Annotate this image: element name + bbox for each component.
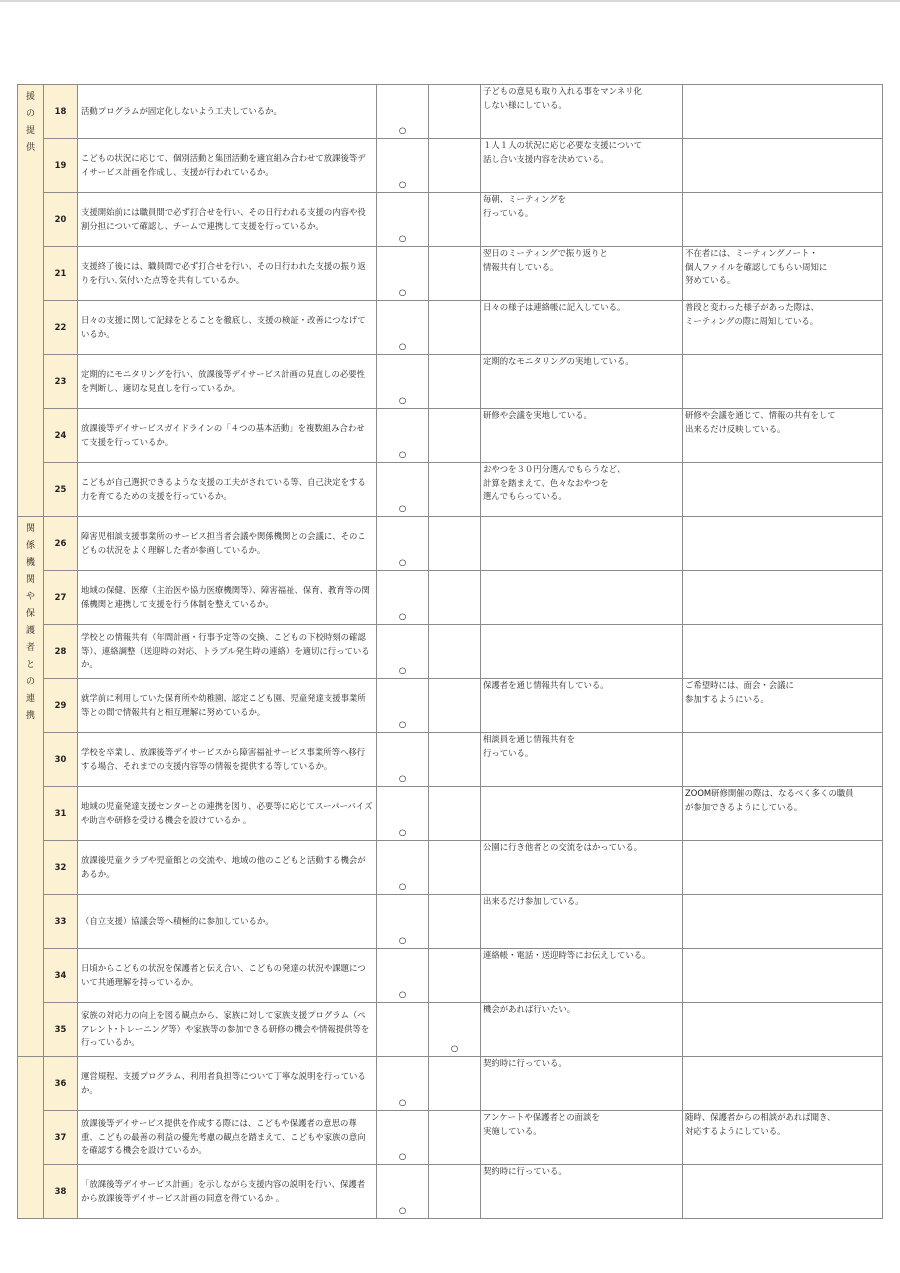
table-row — [18, 1165, 883, 1219]
question-text-cell — [78, 517, 377, 571]
mark-yes: ○ — [398, 772, 407, 783]
item-number: 27 — [54, 591, 67, 602]
category-label: 援の提供 — [25, 92, 35, 153]
improvement-note: ご希望時には、面会・会議に 参加するようにいる。 — [685, 680, 794, 704]
self-evaluation-note: 契約時に行っている。 — [483, 1166, 567, 1176]
question-text-cell — [78, 355, 377, 409]
question-text: 日頃からこどもの状況を保護者と伝え合い、こどもの発達の状況や課題について共通理解を持っているか。 — [81, 963, 366, 987]
question-text-cell — [78, 1111, 377, 1165]
category-cell — [18, 1057, 44, 1219]
item-number-cell — [44, 409, 78, 463]
question-text: 支援開始前には職員間で必ず打合せを行い、その日行われる支援の内容や役割分担について確認し、チームで連携して支援を行っているか。 — [81, 207, 366, 231]
item-number-cell — [44, 247, 78, 301]
item-number: 33 — [54, 915, 67, 926]
self-evaluation-note-cell — [481, 1003, 683, 1057]
item-number-cell — [44, 787, 78, 841]
question-text: 支援終了後には、職員間で必ず打合せを行い、その日行われた支援の振り返りを行い､気付いた点等を共有しているか。 — [81, 261, 366, 285]
mark-yes: ○ — [398, 394, 407, 405]
mark-yes: ○ — [398, 232, 407, 243]
self-evaluation-note-cell — [481, 355, 683, 409]
item-number-cell — [44, 1057, 78, 1111]
table-row — [18, 1003, 883, 1057]
question-text-cell — [78, 1057, 377, 1111]
mark-yes-cell — [377, 301, 429, 355]
question-text: 障害児相談支援事業所のサービス担当者会議や関係機関との会議に、そのこどもの状況をよく理解した者が参画しているか。 — [81, 531, 366, 555]
mark-no-cell — [429, 409, 481, 463]
item-number: 30 — [54, 753, 67, 764]
table-row — [18, 571, 883, 625]
table-row — [18, 733, 883, 787]
self-evaluation-note: 毎朝、ミーティングを 行っている。 — [483, 194, 566, 218]
item-number-cell — [44, 301, 78, 355]
mark-yes: ○ — [398, 934, 407, 945]
self-evaluation-note: 日々の様子は連絡帳に記入している。 — [483, 302, 626, 312]
mark-yes: ○ — [398, 124, 407, 135]
self-evaluation-note: 定期的なモニタリングの実地している。 — [483, 356, 634, 366]
question-text-cell — [78, 139, 377, 193]
improvement-note: 普段と変わった様子があった際は、 ミーティングの際に周知している。 — [685, 302, 819, 326]
improvement-note-cell — [683, 85, 883, 139]
table-row — [18, 1057, 883, 1111]
mark-no-cell — [429, 85, 481, 139]
mark-yes: ○ — [398, 1096, 407, 1107]
question-text-cell — [78, 1165, 377, 1219]
question-text-cell — [78, 895, 377, 949]
self-evaluation-note: 契約時に行っている。 — [483, 1058, 567, 1068]
table-row — [18, 409, 883, 463]
mark-yes: ○ — [398, 826, 407, 837]
self-evaluation-note: 機会があれば行いたい。 — [483, 1004, 576, 1014]
improvement-note-cell — [683, 841, 883, 895]
table-row — [18, 139, 883, 193]
self-evaluation-note-cell — [481, 139, 683, 193]
table-row — [18, 355, 883, 409]
question-text: 運営規程、支援プログラム、利用者負担等について丁寧な説明を行っているか。 — [81, 1071, 366, 1095]
mark-yes-cell — [377, 841, 429, 895]
mark-yes: ○ — [398, 502, 407, 513]
question-text-cell — [78, 733, 377, 787]
mark-yes-cell — [377, 949, 429, 1003]
question-text: こどもが自己選択できるような支援の工夫がされている等、自己決定をする力を育てるための支援を行っているか。 — [81, 477, 366, 501]
question-text: 活動プログラムが固定化しないよう工夫しているか。 — [81, 105, 282, 116]
self-evaluation-note-cell — [481, 1165, 683, 1219]
item-number-cell — [44, 85, 78, 139]
self-evaluation-note: アンケートや保護者との面談を 実施している。 — [483, 1112, 600, 1136]
improvement-note-cell — [683, 571, 883, 625]
item-number: 37 — [54, 1131, 67, 1142]
self-evaluation-note-cell — [481, 247, 683, 301]
question-text-cell — [78, 787, 377, 841]
self-evaluation-note: 翌日のミーティングで振り返りと 情報共有している。 — [483, 248, 608, 272]
item-number: 19 — [54, 159, 67, 170]
mark-yes-cell — [377, 517, 429, 571]
item-number: 24 — [54, 429, 67, 440]
self-evaluation-note-cell — [481, 517, 683, 571]
question-text-cell — [78, 841, 377, 895]
improvement-note-cell — [683, 679, 883, 733]
self-evaluation-note: 出来るだけ参加している。 — [483, 896, 584, 906]
self-evaluation-note-cell — [481, 733, 683, 787]
improvement-note-cell — [683, 1003, 883, 1057]
mark-yes: ○ — [398, 610, 407, 621]
mark-yes: ○ — [398, 988, 407, 999]
mark-yes: ○ — [398, 1204, 407, 1215]
mark-yes-cell — [377, 85, 429, 139]
improvement-note-cell — [683, 949, 883, 1003]
mark-yes: ○ — [398, 448, 407, 459]
mark-yes-cell — [377, 355, 429, 409]
self-evaluation-note: 子どもの意見も取り入れる事をマンネリ化 しない様にしている。 — [483, 86, 642, 110]
item-number: 22 — [54, 321, 67, 332]
improvement-note-cell — [683, 1165, 883, 1219]
self-evaluation-note-cell — [481, 841, 683, 895]
self-evaluation-note-cell — [481, 679, 683, 733]
item-number-cell — [44, 1165, 78, 1219]
question-text: 「放課後等デイサービス計画」を示しながら支援内容の説明を行い、保護者から放課後等デイサービス計画の同意を得ているか 。 — [81, 1179, 366, 1203]
self-evaluation-note: 相談員を通じ情報共有を 行っている。 — [483, 734, 576, 758]
self-evaluation-note-cell — [481, 895, 683, 949]
mark-yes: ○ — [398, 556, 407, 567]
question-text: 就学前に利用していた保育所や幼稚園、認定こども園、児童発達支援事業所等との間で情報共有と相互理解に努めているか。 — [81, 693, 366, 717]
self-evaluation-note: 保護者を通じ情報共有している。 — [483, 680, 609, 690]
mark-yes: ○ — [398, 286, 407, 297]
table-row — [18, 679, 883, 733]
improvement-note-cell — [683, 247, 883, 301]
mark-yes-cell — [377, 733, 429, 787]
mark-no: ○ — [450, 1042, 459, 1053]
item-number: 21 — [54, 267, 67, 278]
question-text: 放課後等デイサービス提供を作成する際には、こどもや保護者の意思の尊重、こどもの最善の利益の優先考慮の観点を踏まえて、こどもや家族の意向を確認する機会を設けているか。 — [81, 1118, 366, 1156]
mark-no-cell — [429, 625, 481, 679]
self-evaluation-note: 研修や会議を実地している。 — [483, 410, 592, 420]
improvement-note-cell — [683, 463, 883, 517]
item-number-cell — [44, 1111, 78, 1165]
improvement-note-cell — [683, 733, 883, 787]
table-row — [18, 193, 883, 247]
question-text: 放課後等デイサービスガイドラインの「４つの基本活動」を複数組み合わせて支援を行っているか。 — [81, 423, 365, 447]
mark-yes-cell — [377, 679, 429, 733]
question-text-cell — [78, 625, 377, 679]
item-number-cell — [44, 463, 78, 517]
item-number: 34 — [54, 969, 67, 980]
item-number: 31 — [54, 807, 67, 818]
self-evaluation-note-cell — [481, 85, 683, 139]
item-number-cell — [44, 571, 78, 625]
improvement-note-cell — [683, 895, 883, 949]
question-text-cell — [78, 193, 377, 247]
question-text-cell — [78, 949, 377, 1003]
question-text: 学校を卒業し、放課後等デイサービスから障害福祉サービス事業所等へ移行する場合、それまでの支援内容等の情報を提供する等しているか。 — [81, 747, 366, 771]
self-evaluation-note-cell — [481, 1111, 683, 1165]
item-number-cell — [44, 949, 78, 1003]
improvement-note: ZOOM研修開催の際は、なるべく多くの職員 が参加できるようにしている。 — [685, 788, 854, 812]
self-evaluation-note: 連絡帳・電話・送迎時等にお伝えしている。 — [483, 950, 651, 960]
mark-yes-cell — [377, 1111, 429, 1165]
item-number: 38 — [54, 1185, 67, 1196]
table-row — [18, 301, 883, 355]
improvement-note: 研修や会議を通じて、情報の共有をして 出来るだけ反映している。 — [685, 410, 836, 434]
mark-yes: ○ — [398, 718, 407, 729]
question-text: 日々の支援に関して記録をとることを徹底し、支援の検証・改善につなげているか。 — [81, 315, 366, 339]
self-evaluation-note: １人１人の状況に応じ必要な支援について 話し合い支援内容を決めている。 — [483, 140, 642, 164]
mark-no-cell — [429, 949, 481, 1003]
table-row — [18, 787, 883, 841]
item-number: 29 — [54, 699, 67, 710]
mark-no-cell — [429, 1003, 481, 1057]
question-text: 家族の対応力の向上を図る観点から、家族に対して家族支援プログラム（ペアレント･トレーニング等）や家族等の参加できる研修の機会や情報提供等を行っているか。 — [81, 1010, 370, 1048]
table-row — [18, 247, 883, 301]
mark-yes-cell — [377, 463, 429, 517]
item-number-cell — [44, 355, 78, 409]
self-evaluation-note-cell — [481, 193, 683, 247]
mark-yes: ○ — [398, 178, 407, 189]
item-number: 32 — [54, 861, 67, 872]
item-number: 18 — [54, 105, 67, 116]
mark-yes-cell — [377, 193, 429, 247]
table-row — [18, 895, 883, 949]
mark-no-cell — [429, 193, 481, 247]
mark-yes-cell — [377, 895, 429, 949]
question-text: 地域の児童発達支援センターとの連携を図り、必要等に応じてスーパーバイズや助言や研修を受ける機会を設けているか 。 — [81, 801, 373, 825]
self-evaluation-note-cell — [481, 463, 683, 517]
self-evaluation-note-cell — [481, 409, 683, 463]
item-number: 26 — [54, 537, 67, 548]
question-text-cell — [78, 409, 377, 463]
question-text-cell — [78, 463, 377, 517]
mark-yes-cell — [377, 1057, 429, 1111]
mark-no-cell — [429, 679, 481, 733]
table-row — [18, 1111, 883, 1165]
self-evaluation-note-cell — [481, 571, 683, 625]
mark-no-cell — [429, 139, 481, 193]
item-number: 23 — [54, 375, 67, 386]
mark-yes: ○ — [398, 1150, 407, 1161]
question-text-cell — [78, 571, 377, 625]
mark-yes-cell — [377, 247, 429, 301]
mark-yes: ○ — [398, 880, 407, 891]
category-cell — [18, 85, 44, 517]
mark-no-cell — [429, 733, 481, 787]
item-number-cell — [44, 193, 78, 247]
table-row — [18, 949, 883, 1003]
mark-no-cell — [429, 1165, 481, 1219]
item-number: 25 — [54, 483, 67, 494]
mark-no-cell — [429, 787, 481, 841]
mark-no-cell — [429, 517, 481, 571]
mark-no-cell — [429, 463, 481, 517]
mark-no-cell — [429, 301, 481, 355]
item-number: 35 — [54, 1023, 67, 1034]
self-evaluation-note-cell — [481, 1057, 683, 1111]
table-row — [18, 841, 883, 895]
self-evaluation-note: 公園に行き他者との交流をはかっている。 — [483, 842, 643, 852]
table-row — [18, 85, 883, 139]
item-number: 20 — [54, 213, 67, 224]
improvement-note-cell — [683, 409, 883, 463]
table-row — [18, 625, 883, 679]
mark-no-cell — [429, 841, 481, 895]
item-number-cell — [44, 1003, 78, 1057]
item-number-cell — [44, 733, 78, 787]
self-evaluation-note-cell — [481, 787, 683, 841]
item-number-cell — [44, 139, 78, 193]
question-text: （自立支援）協議会等へ積極的に参加しているか。 — [81, 915, 274, 926]
item-number-cell — [44, 625, 78, 679]
improvement-note-cell — [683, 1111, 883, 1165]
mark-yes-cell — [377, 787, 429, 841]
question-text: 放課後児童クラブや児童館との交流や、地域の他のこどもと活動する機会があるか。 — [81, 855, 366, 879]
self-evaluation-note: おやつを３０円分選んでもらうなど、 計算を踏まえて、色々なおやつを 選んでもらっている。 — [483, 464, 626, 501]
page-top-border — [0, 0, 900, 2]
question-text-cell — [78, 1003, 377, 1057]
mark-yes: ○ — [398, 664, 407, 675]
improvement-note-cell — [683, 139, 883, 193]
self-evaluation-note-cell — [481, 301, 683, 355]
question-text: こどもの状況に応じて、個別活動と集団活動を適宜組み合わせて放課後等デイサービス計画を作成し、支援が行われているか。 — [81, 153, 366, 177]
mark-yes-cell — [377, 1003, 429, 1057]
improvement-note-cell — [683, 193, 883, 247]
table-row — [18, 517, 883, 571]
mark-no-cell — [429, 571, 481, 625]
question-text-cell — [78, 679, 377, 733]
question-text: 定期的にモニタリングを行い、放課後等デイサービス計画の見直しの必要性を判断し、適切な見直しを行っているか。 — [81, 369, 365, 393]
category-label: 関係機関や保護者との連携 — [25, 524, 35, 721]
question-text-cell — [78, 85, 377, 139]
table-row — [18, 463, 883, 517]
mark-no-cell — [429, 1111, 481, 1165]
item-number-cell — [44, 517, 78, 571]
mark-yes-cell — [377, 409, 429, 463]
question-text: 地域の保健、医療（主治医や協力医療機関等）、障害福祉、保育、教育等の関係機関と連携して支援を行う体制を整えているか。 — [81, 585, 370, 609]
improvement-note-cell — [683, 355, 883, 409]
improvement-note: 不在者には、ミーティングノート・ 個人ファイルを確認してもらい周知に 努めている。 — [685, 248, 828, 285]
improvement-note-cell — [683, 787, 883, 841]
self-evaluation-note-cell — [481, 625, 683, 679]
mark-yes-cell — [377, 1165, 429, 1219]
mark-yes-cell — [377, 625, 429, 679]
question-text-cell — [78, 247, 377, 301]
item-number-cell — [44, 895, 78, 949]
item-number-cell — [44, 841, 78, 895]
mark-no-cell — [429, 355, 481, 409]
item-number: 28 — [54, 645, 67, 656]
question-text-cell — [78, 301, 377, 355]
improvement-note-cell — [683, 1057, 883, 1111]
improvement-note-cell — [683, 625, 883, 679]
category-cell — [18, 517, 44, 1057]
question-text: 学校との情報共有（年間計画・行事予定等の交換、こどもの下校時刻の確認等）、連絡調整（送迎時の対応、トラブル発生時の連絡）を適切に行っているか。 — [81, 632, 370, 670]
improvement-note: 随時、保護者からの相談があれば聞き、 対応するようにしている。 — [685, 1112, 836, 1136]
mark-yes: ○ — [398, 340, 407, 351]
evaluation-table-body — [18, 85, 883, 1219]
mark-no-cell — [429, 247, 481, 301]
mark-yes-cell — [377, 139, 429, 193]
item-number: 36 — [54, 1077, 67, 1088]
improvement-note-cell — [683, 517, 883, 571]
item-number-cell — [44, 679, 78, 733]
mark-no-cell — [429, 895, 481, 949]
improvement-note-cell — [683, 301, 883, 355]
self-evaluation-note-cell — [481, 949, 683, 1003]
mark-no-cell — [429, 1057, 481, 1111]
mark-yes-cell — [377, 571, 429, 625]
evaluation-table — [17, 84, 883, 1219]
